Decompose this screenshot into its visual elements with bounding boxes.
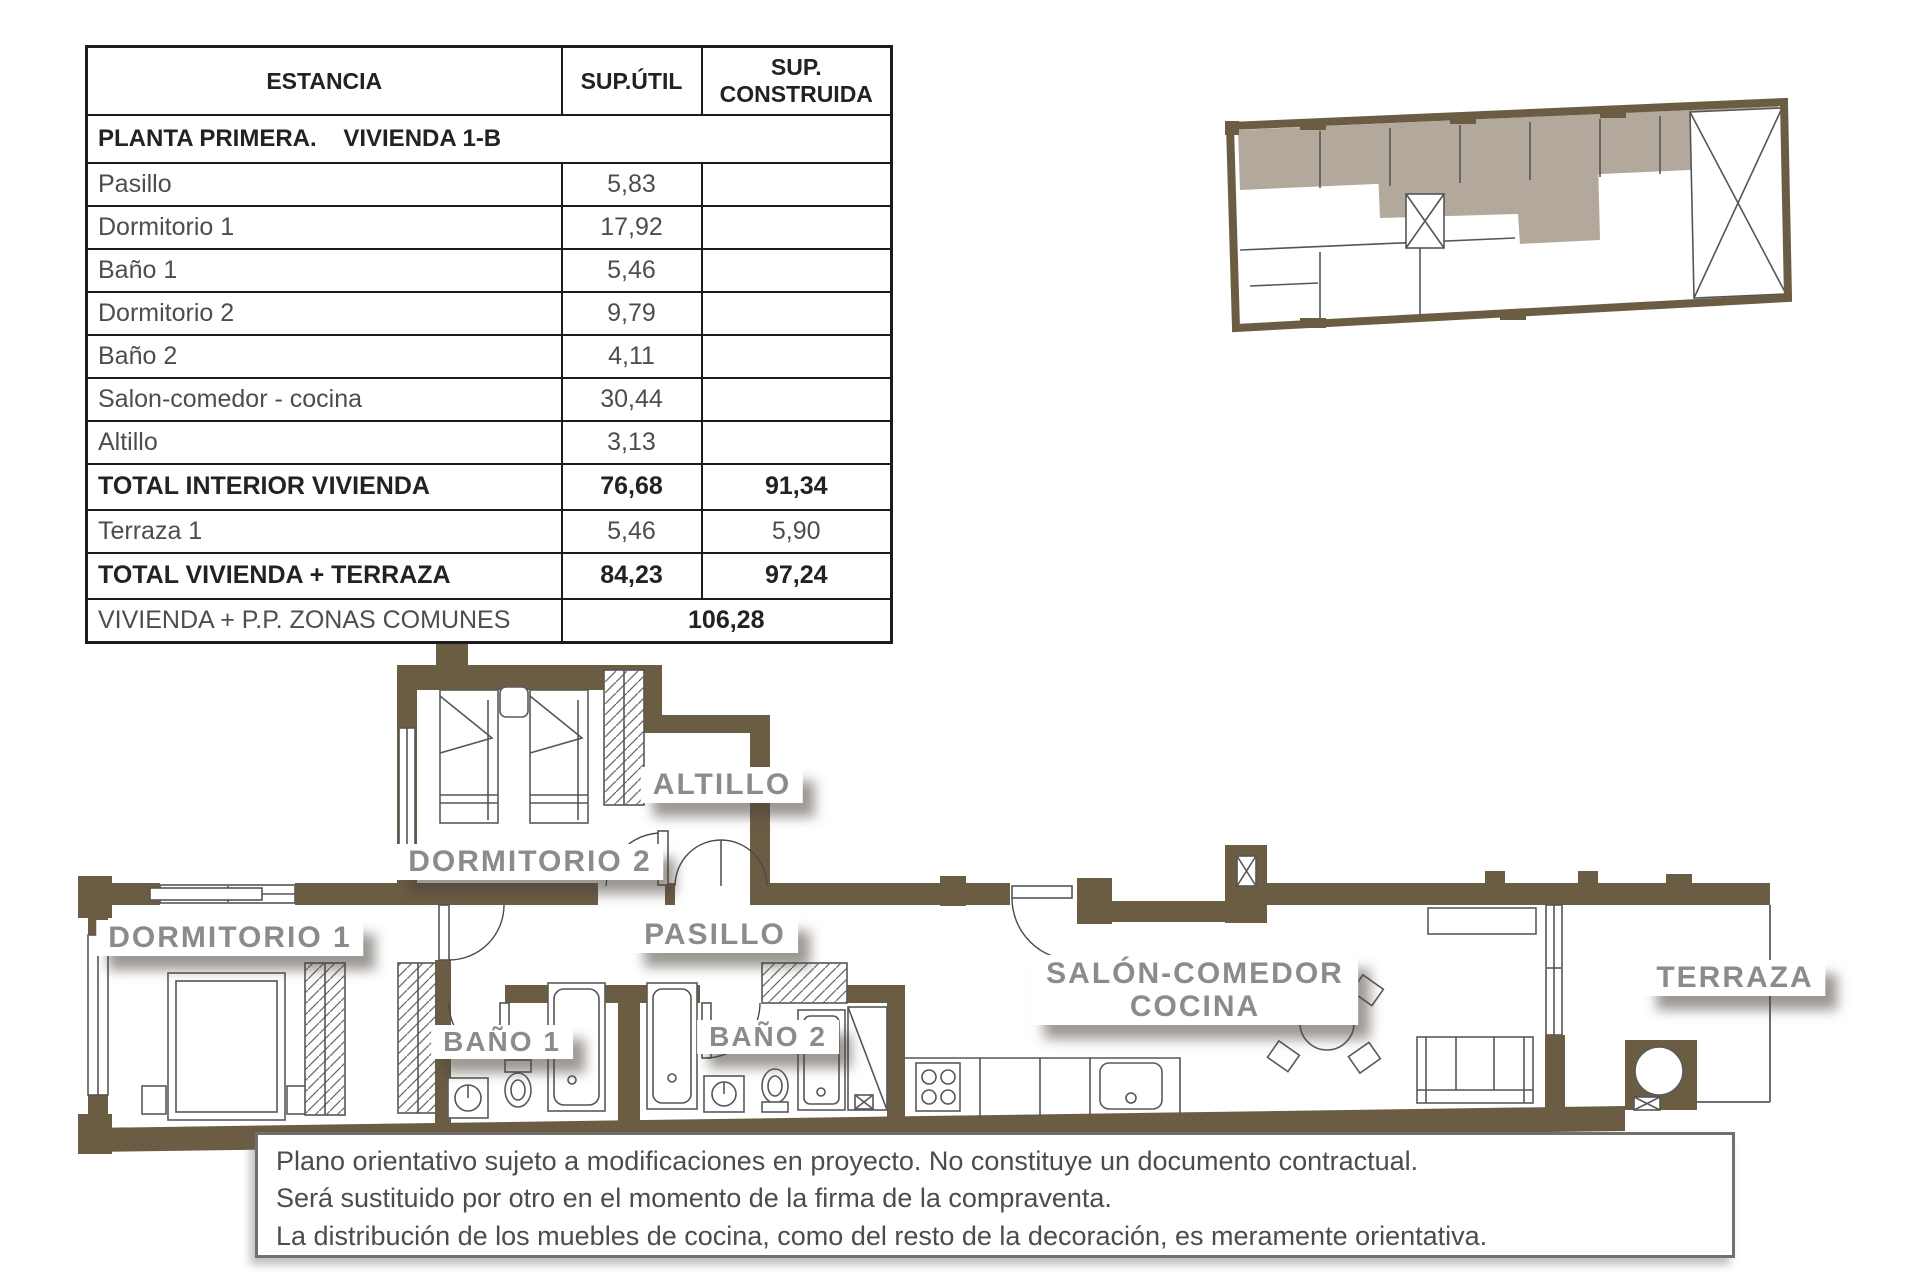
room-label-terraza: TERRAZA bbox=[1644, 960, 1825, 996]
nightstand-dormitorio2 bbox=[500, 687, 528, 717]
tall-cabinet bbox=[848, 1007, 887, 1110]
bed-dormitorio1 bbox=[168, 973, 285, 1120]
kitchen-sink bbox=[1100, 1063, 1162, 1109]
room-label-dormitorio1: DORMITORIO 1 bbox=[96, 920, 363, 956]
window-sill-dormitorio1 bbox=[150, 888, 262, 900]
shelf-bano2 bbox=[762, 963, 847, 1003]
col-sup-construida: SUP. CONSTRUIDA bbox=[702, 47, 892, 115]
closet-dormitorio1-a bbox=[305, 963, 345, 1115]
table-row-zonas-comunes: VIVIENDA + P.P. ZONAS COMUNES 106,28 bbox=[87, 599, 892, 643]
room-label-bano2: BAÑO 2 bbox=[697, 1020, 839, 1054]
room-label-bano1: BAÑO 1 bbox=[431, 1025, 573, 1059]
table-row: Baño 1 5,46 bbox=[87, 249, 892, 292]
sink-bano1 bbox=[448, 1078, 488, 1118]
key-plan-patio-icon bbox=[1690, 108, 1786, 298]
sink-bano2 bbox=[704, 1076, 744, 1112]
room-label-dormitorio2: DORMITORIO 2 bbox=[396, 844, 663, 880]
disclaimer-line-2: Será sustituido por otro en el momento de la firma de la compraventa. bbox=[276, 1183, 1112, 1214]
glass-door-terraza bbox=[1546, 905, 1562, 1035]
wall-between-banos bbox=[618, 985, 640, 1123]
section-title: PLANTA PRIMERA. VIVIENDA 1-B bbox=[87, 115, 892, 163]
key-plan-elevator-icon bbox=[1406, 194, 1444, 248]
sofa bbox=[1417, 1037, 1533, 1103]
room-label-altillo: ALTILLO bbox=[641, 767, 803, 803]
wall-altillo-right bbox=[750, 715, 770, 905]
toilet-bano1 bbox=[505, 1060, 531, 1107]
room-label-pasillo: PASILLO bbox=[632, 917, 798, 953]
ventilation-shaft bbox=[1225, 845, 1267, 923]
disclaimer-box bbox=[255, 1132, 1735, 1258]
table-row: Dormitorio 1 17,92 bbox=[87, 206, 892, 249]
door-entrance bbox=[1012, 886, 1074, 960]
table-row-terraza: Terraza 1 5,46 5,90 bbox=[87, 510, 892, 553]
bathtub-bano2 bbox=[647, 983, 697, 1109]
table-row-total-interior: TOTAL INTERIOR VIVIENDA 76,68 91,34 bbox=[87, 464, 892, 510]
nightstand-dormitorio1-left bbox=[142, 1086, 166, 1114]
terraza-niche bbox=[1625, 1040, 1697, 1110]
col-estancia: ESTANCIA bbox=[87, 47, 562, 115]
terraza-outline bbox=[1697, 905, 1770, 1102]
bed-dormitorio2-2 bbox=[530, 690, 588, 823]
bed-dormitorio2-1 bbox=[440, 690, 498, 823]
table-row: Salon-comedor - cocina 30,44 bbox=[87, 378, 892, 421]
sideboard bbox=[1428, 908, 1536, 934]
closet-dormitorio2 bbox=[604, 670, 644, 805]
table-row: Altillo 3,13 bbox=[87, 421, 892, 464]
room-label-salon: SALÓN-COMEDOR COCINA bbox=[1032, 955, 1358, 1025]
wall-terraza-top bbox=[1548, 883, 1770, 905]
door-dormitorio1 bbox=[439, 905, 504, 960]
floor-plan bbox=[78, 643, 1770, 1158]
disclaimer-line-3: La distribución de los muebles de cocina, como del resto de la decoración, es meramente orientativa. bbox=[276, 1220, 1488, 1251]
area-table bbox=[85, 45, 893, 644]
table-row-total-vivienda: TOTAL VIVIENDA + TERRAZA 84,23 97,24 bbox=[87, 553, 892, 599]
col-sup-util: SUP.ÚTIL bbox=[562, 47, 702, 115]
table-row: Pasillo 5,83 bbox=[87, 163, 892, 206]
hob-icon bbox=[916, 1063, 960, 1111]
toilet-bano2 bbox=[762, 1069, 788, 1112]
table-row: Baño 2 4,11 bbox=[87, 335, 892, 378]
key-plan bbox=[1225, 102, 1788, 328]
disclaimer-line-1: Plano orientativo sujeto a modificaciones en proyecto. No constituye un documento contractual. bbox=[276, 1146, 1419, 1176]
table-section-row bbox=[87, 115, 892, 163]
window-left bbox=[88, 935, 108, 1095]
table-row: Dormitorio 2 9,79 bbox=[87, 292, 892, 335]
table-header-row bbox=[87, 47, 892, 115]
